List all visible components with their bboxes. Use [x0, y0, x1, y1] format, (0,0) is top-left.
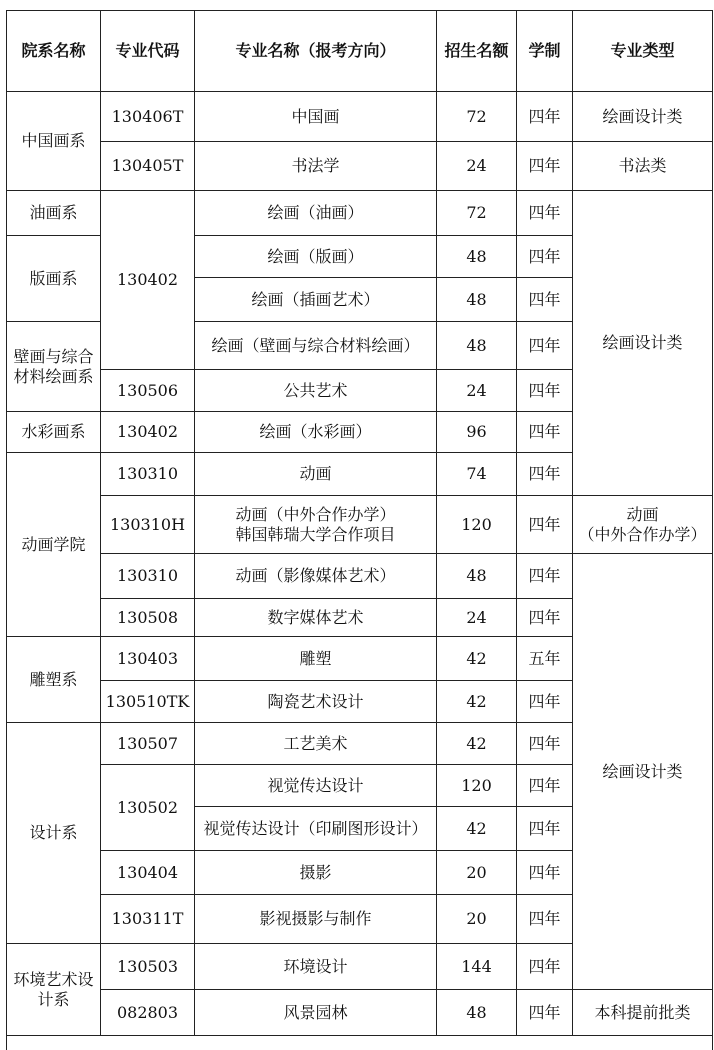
- major-cell: 视觉传达设计: [195, 765, 437, 807]
- code-cell: 130310: [101, 453, 195, 496]
- code-cell: 130311T: [101, 895, 195, 944]
- major-cell: 绘画（壁画与综合材料绘画）: [195, 322, 437, 370]
- quota-cell: 48: [437, 322, 517, 370]
- major-cell: 绘画（油画）: [195, 191, 437, 236]
- quota-cell: 72: [437, 92, 517, 142]
- type-line: 动画: [575, 505, 710, 525]
- table-row: [7, 191, 713, 236]
- major-cell: 雕塑: [195, 637, 437, 681]
- quota-cell: 120: [437, 496, 517, 554]
- years-cell: 四年: [517, 92, 573, 142]
- type-cell: 本科提前批类: [573, 990, 713, 1036]
- major-cell: 公共艺术: [195, 370, 437, 412]
- years-cell: 四年: [517, 236, 573, 278]
- type-cell: 书法类: [573, 142, 713, 191]
- department-cell: 环境艺术设计系: [7, 944, 101, 1036]
- quota-cell: 120: [437, 765, 517, 807]
- major-cell: 动画（影像媒体艺术）: [195, 554, 437, 599]
- code-cell: 130508: [101, 599, 195, 637]
- years-cell: 四年: [517, 990, 573, 1036]
- cut-off-cell: [7, 1036, 713, 1050]
- years-cell: 四年: [517, 765, 573, 807]
- code-cell: 130502: [101, 765, 195, 851]
- years-cell: 四年: [517, 851, 573, 895]
- code-cell: 130310: [101, 554, 195, 599]
- header-major: 专业名称（报考方向）: [195, 11, 437, 92]
- quota-cell: 24: [437, 370, 517, 412]
- major-cell: 书法学: [195, 142, 437, 191]
- code-cell: 130507: [101, 723, 195, 765]
- code-cell: 082803: [101, 990, 195, 1036]
- quota-cell: 20: [437, 851, 517, 895]
- major-line: 韩国韩瑞大学合作项目: [197, 525, 434, 545]
- department-cell: 油画系: [7, 191, 101, 236]
- years-cell: 四年: [517, 370, 573, 412]
- years-cell: 四年: [517, 723, 573, 765]
- years-cell: 四年: [517, 681, 573, 723]
- department-cell: 壁画与综合材料绘画系: [7, 322, 101, 412]
- years-cell: 四年: [517, 322, 573, 370]
- department-cell: 版画系: [7, 236, 101, 322]
- major-cell: 中国画: [195, 92, 437, 142]
- quota-cell: 48: [437, 990, 517, 1036]
- department-cell: 中国画系: [7, 92, 101, 191]
- code-cell: 130510TK: [101, 681, 195, 723]
- type-cell: 绘画设计类: [573, 191, 713, 496]
- quota-cell: 144: [437, 944, 517, 990]
- quota-cell: 42: [437, 807, 517, 851]
- code-cell: 130403: [101, 637, 195, 681]
- code-cell: 130506: [101, 370, 195, 412]
- code-cell: 130402: [101, 412, 195, 453]
- quota-cell: 42: [437, 681, 517, 723]
- type-cell: [573, 496, 713, 554]
- code-cell: 130402: [101, 191, 195, 370]
- table-row: [7, 990, 713, 1036]
- quota-cell: 42: [437, 637, 517, 681]
- years-cell: 四年: [517, 895, 573, 944]
- major-cell: 绘画（版画）: [195, 236, 437, 278]
- quota-cell: 74: [437, 453, 517, 496]
- major-line: 动画（中外合作办学）: [197, 505, 434, 525]
- years-cell: 四年: [517, 554, 573, 599]
- years-cell: 五年: [517, 637, 573, 681]
- quota-cell: 96: [437, 412, 517, 453]
- quota-cell: 24: [437, 142, 517, 191]
- major-cell: 绘画（水彩画）: [195, 412, 437, 453]
- department-cell: 水彩画系: [7, 412, 101, 453]
- quota-cell: 24: [437, 599, 517, 637]
- header-row: [7, 11, 713, 92]
- years-cell: 四年: [517, 278, 573, 322]
- major-cell: 风景园林: [195, 990, 437, 1036]
- years-cell: 四年: [517, 807, 573, 851]
- header-years: 学制: [517, 11, 573, 92]
- years-cell: 四年: [517, 944, 573, 990]
- years-cell: 四年: [517, 453, 573, 496]
- years-cell: 四年: [517, 496, 573, 554]
- major-cell: 数字媒体艺术: [195, 599, 437, 637]
- major-cell: 环境设计: [195, 944, 437, 990]
- table-row: [7, 142, 713, 191]
- quota-cell: 72: [437, 191, 517, 236]
- major-cell: 陶瓷艺术设计: [195, 681, 437, 723]
- code-cell: 130310H: [101, 496, 195, 554]
- code-cell: 130503: [101, 944, 195, 990]
- code-cell: 130404: [101, 851, 195, 895]
- years-cell: 四年: [517, 599, 573, 637]
- major-cell: 摄影: [195, 851, 437, 895]
- header-quota: 招生名额: [437, 11, 517, 92]
- admissions-table: [6, 10, 713, 1050]
- years-cell: 四年: [517, 191, 573, 236]
- years-cell: 四年: [517, 142, 573, 191]
- type-cell: 绘画设计类: [573, 92, 713, 142]
- quota-cell: 48: [437, 236, 517, 278]
- years-cell: 四年: [517, 412, 573, 453]
- header-code: 专业代码: [101, 11, 195, 92]
- code-cell: 130405T: [101, 142, 195, 191]
- header-department: 院系名称: [7, 11, 101, 92]
- quota-cell: 48: [437, 554, 517, 599]
- type-cell: 绘画设计类: [573, 554, 713, 990]
- major-cell: 工艺美术: [195, 723, 437, 765]
- table-row: [7, 92, 713, 142]
- department-cell: 动画学院: [7, 453, 101, 637]
- major-cell: 影视摄影与制作: [195, 895, 437, 944]
- table-row-cut-off: [7, 1036, 713, 1050]
- department-cell: 设计系: [7, 723, 101, 944]
- quota-cell: 48: [437, 278, 517, 322]
- department-cell: 雕塑系: [7, 637, 101, 723]
- major-cell: 动画: [195, 453, 437, 496]
- table-row: [7, 496, 713, 554]
- table-row: [7, 554, 713, 599]
- admissions-table-container: [6, 10, 712, 1050]
- major-cell: 视觉传达设计（印刷图形设计）: [195, 807, 437, 851]
- major-cell: 绘画（插画艺术）: [195, 278, 437, 322]
- type-line: （中外合作办学）: [575, 525, 710, 545]
- quota-cell: 42: [437, 723, 517, 765]
- quota-cell: 20: [437, 895, 517, 944]
- code-cell: 130406T: [101, 92, 195, 142]
- header-type: 专业类型: [573, 11, 713, 92]
- major-cell: [195, 496, 437, 554]
